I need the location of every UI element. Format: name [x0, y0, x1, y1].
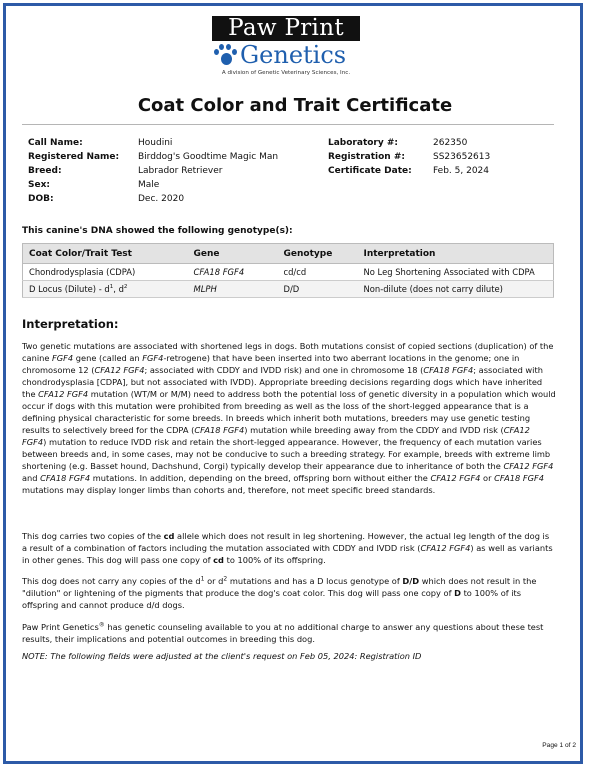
adjustment-note: NOTE: The following fields were adjusted at the client's request on Feb 05, 2024: Registration ID — [22, 651, 422, 661]
column-header: Interpretation — [358, 244, 554, 264]
registered-name-value: Birddog's Goodtime Magic Man — [138, 152, 279, 162]
interpretation-paragraph-2: This dog carries two copies of the cd allele which does not result in leg shortening. However, the actual leg length of the dog is a result of a combination of factors including the mutation associated with CDDY and IVDD risk (CFA12 FGF4) as well as variants in other genes. This dog will pass one copy of cd to 100% of its offspring. — [22, 531, 553, 565]
table-row — [23, 264, 554, 281]
logo-wordmark-top: Paw Print — [212, 16, 360, 41]
interpretation-cell: Non-dilute (does not carry dilute) — [358, 281, 554, 298]
certificate-date-label: Certificate Date: — [328, 166, 412, 176]
registration-number-label: Registration #: — [328, 152, 405, 162]
gene-cell: MLPH — [188, 281, 278, 298]
interpretation-paragraph-3: This dog does not carry any copies of the $d^1$ or $d^2$ mutations and has a D locus genotype of D/D which does not result in the "dilution" or lightening of the pigments that produce the dog's coat color. This dog will pass one copy of D to 100% of its offspring and cannot produce d/d dogs. — [22, 575, 537, 610]
breed-label: Breed: — [28, 166, 62, 176]
title-divider — [22, 124, 554, 125]
page-number: Page 1 of 2 — [542, 742, 576, 749]
table-row — [23, 281, 554, 298]
sex-label: Sex: — [28, 180, 50, 190]
genotype-heading: This canine's DNA showed the following genotype(s): — [22, 226, 293, 236]
call-name-label: Call Name: — [28, 138, 83, 148]
laboratory-number-label: Laboratory #: — [328, 138, 399, 148]
interpretation-paragraph-1: Two genetic mutations are associated with shortened legs in dogs. Both mutations consist of copied sections (duplication) of the canine FGF4 gene (called an FGF4-retrogene) that have been inserted into two aberrant locations in the genome; one in chromosome 12 (CFA12 FGF4; associated with CDDY and IVDD risk) and one in chromosome 18 (CFA18 FGF4; associated with chondrodysplasia [CDPA], but not associated with IVDD). Appropriate breeding decisions regarding dogs which have inherited the CFA12 FGF4 mutation (WT/M or M/M) need to address both the potential loss of genetic diversity in a population which would occur if dogs with this mutation were prohibited from breeding as well as the loss of the short-legged appearance that is a defining physical characteristic for some breeds. In breeds which inherit both mutations, breeders may use genetic testing results to selectively breed for the CDPA (CFA18 FGF4) mutation while breeding away from the CDDY and IVDD risk (CFA12 FGF4) mutation to reduce IVDD risk and retain the short-legged appearance. However, the frequency of each mutation varies between breeds and, in some cases, may not be conducive to such a breeding strategy. For example, breeds with extreme limb shortening (e.g. Basset hound, Dachshund, Corgi) typically develop their appearance due to inheritance of both the CFA12 FGF4 and CFA18 FGF4 mutations. In addition, depending on the breed, offspring born without either the CFA12 FGF4 or CFA18 FGF4 mutations may display longer limbs than cohorts and, therefore, not meet specific breed standards. — [22, 341, 556, 495]
paw-print-icon — [212, 43, 238, 67]
lab-info — [328, 136, 548, 180]
dob-value: Dec. 2020 — [138, 194, 185, 204]
column-header: Genotype — [278, 244, 358, 264]
call-name-value: Houdini — [138, 138, 173, 148]
dog-info — [28, 136, 318, 208]
logo-tagline: A division of Genetic Veterinary Sciences, Inc. — [221, 70, 351, 76]
sex-value: Male — [138, 180, 160, 190]
column-header: Gene — [188, 244, 278, 264]
interpretation-cell: No Leg Shortening Associated with CDPA — [358, 264, 554, 281]
gene-cell: CFA18 FGF4 — [188, 264, 278, 281]
dob-label: DOB: — [28, 194, 54, 204]
company-logo — [212, 16, 360, 76]
test-cell: Chondrodysplasia (CDPA) — [23, 264, 188, 281]
certificate-date-value: Feb. 5, 2024 — [433, 166, 490, 176]
test-cell: D Locus (Dilute) - $d^1$, $d^2$ — [23, 281, 188, 298]
table-header-row — [23, 244, 554, 264]
registration-number-value: SS23652613 — [433, 152, 491, 162]
interpretation-heading: Interpretation: — [22, 317, 119, 331]
genotype-cell: D/D — [278, 281, 358, 298]
laboratory-number-value: 262350 — [433, 138, 468, 148]
genotype-table — [22, 243, 554, 298]
registered-name-label: Registered Name: — [28, 152, 120, 162]
breed-value: Labrador Retriever — [138, 166, 223, 176]
genotype-cell: cd/cd — [278, 264, 358, 281]
interpretation-paragraph-4: Paw Print Genetics® has genetic counseling available to you at no additional charge to answer any questions about these test results, their implications and potential outcomes in breeding this dog. — [22, 621, 544, 644]
logo-wordmark-genetics: Genetics — [240, 41, 347, 69]
column-header: Coat Color/Trait Test — [23, 244, 188, 264]
page-title: Coat Color and Trait Certificate — [137, 95, 453, 116]
